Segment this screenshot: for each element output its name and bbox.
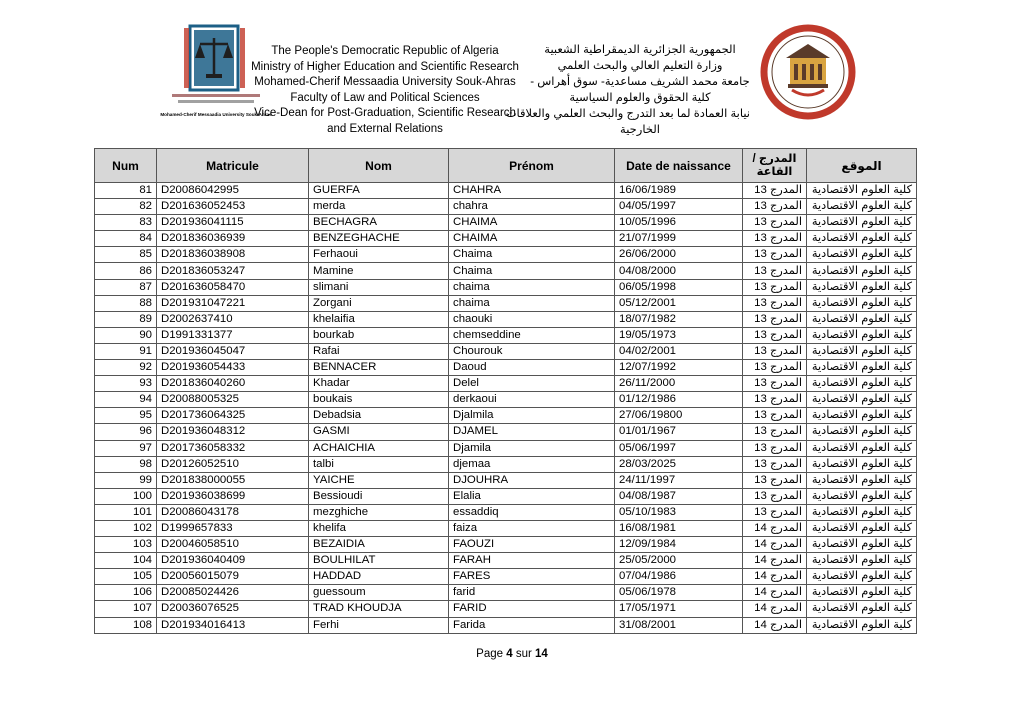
cell-amphi: المدرج 13 — [743, 424, 807, 440]
cell-date: 19/05/1973 — [615, 327, 743, 343]
cell-num: 90 — [95, 327, 157, 343]
cell-prenom: Chourouk — [449, 343, 615, 359]
cell-num: 99 — [95, 472, 157, 488]
cell-matricule: D201838000055 — [157, 472, 309, 488]
cell-amphi: المدرج 13 — [743, 183, 807, 199]
cell-num: 107 — [95, 601, 157, 617]
cell-num: 98 — [95, 456, 157, 472]
cell-date: 16/06/1989 — [615, 183, 743, 199]
cell-prenom: Djalmila — [449, 408, 615, 424]
cell-location: كلية العلوم الاقتصادية — [807, 504, 917, 520]
page-footer — [0, 648, 1024, 660]
cell-location: كلية العلوم الاقتصادية — [807, 183, 917, 199]
cell-num: 85 — [95, 247, 157, 263]
cell-location: كلية العلوم الاقتصادية — [807, 199, 917, 215]
table-row — [95, 472, 917, 488]
student-list-table — [94, 148, 917, 634]
university-emblem-icon — [760, 24, 856, 120]
cell-num: 102 — [95, 520, 157, 536]
cell-nom: BEZAIDIA — [309, 537, 449, 553]
table-row — [95, 424, 917, 440]
cell-matricule: D201636052453 — [157, 199, 309, 215]
table-row — [95, 601, 917, 617]
cell-amphi: المدرج 13 — [743, 376, 807, 392]
cell-amphi: المدرج 13 — [743, 360, 807, 376]
table-row — [95, 585, 917, 601]
cell-prenom: chaima — [449, 279, 615, 295]
cell-nom: Mamine — [309, 263, 449, 279]
cell-date: 12/09/1984 — [615, 537, 743, 553]
cell-amphi: المدرج 13 — [743, 311, 807, 327]
cell-nom: boukais — [309, 392, 449, 408]
cell-nom: Debadsia — [309, 408, 449, 424]
cell-matricule: D201936040409 — [157, 553, 309, 569]
cell-nom: merda — [309, 199, 449, 215]
cell-amphi: المدرج 13 — [743, 440, 807, 456]
cell-location: كلية العلوم الاقتصادية — [807, 617, 917, 633]
cell-prenom: CHAIMA — [449, 231, 615, 247]
header-ar-line: الجمهورية الجزائرية الديمقراطية الشعبية — [544, 44, 736, 56]
cell-matricule: D201936038699 — [157, 488, 309, 504]
cell-nom: BOULHILAT — [309, 553, 449, 569]
header-arabic — [505, 42, 750, 138]
cell-date: 04/08/2000 — [615, 263, 743, 279]
cell-location: كلية العلوم الاقتصادية — [807, 520, 917, 536]
cell-amphi: المدرج 13 — [743, 327, 807, 343]
cell-num: 81 — [95, 183, 157, 199]
table-row — [95, 360, 917, 376]
cell-nom: Bessioudi — [309, 488, 449, 504]
cell-date: 07/04/1986 — [615, 569, 743, 585]
cell-num: 86 — [95, 263, 157, 279]
cell-num: 91 — [95, 343, 157, 359]
header-fr-line: Faculty of Law and Political Sciences — [290, 91, 480, 104]
cell-date: 06/05/1998 — [615, 279, 743, 295]
cell-amphi: المدرج 14 — [743, 601, 807, 617]
cell-location: كلية العلوم الاقتصادية — [807, 601, 917, 617]
table-header-row — [95, 149, 917, 183]
cell-nom: Khadar — [309, 376, 449, 392]
cell-amphi: المدرج 13 — [743, 392, 807, 408]
cell-nom: Ferhaoui — [309, 247, 449, 263]
header-ar-line: كلية الحقوق والعلوم السياسية — [569, 92, 711, 104]
cell-nom: BECHAGRA — [309, 215, 449, 231]
cell-prenom: Chaima — [449, 263, 615, 279]
cell-amphi: المدرج 14 — [743, 617, 807, 633]
cell-nom: YAICHE — [309, 472, 449, 488]
cell-location: كلية العلوم الاقتصادية — [807, 424, 917, 440]
table-row — [95, 231, 917, 247]
cell-prenom: FARID — [449, 601, 615, 617]
cell-amphi: المدرج 13 — [743, 279, 807, 295]
col-header-matricule: Matricule — [157, 149, 309, 183]
cell-date: 26/11/2000 — [615, 376, 743, 392]
cell-num: 97 — [95, 440, 157, 456]
header-fr-line: and External Relations — [327, 122, 443, 135]
cell-num: 108 — [95, 617, 157, 633]
cell-date: 05/06/1978 — [615, 585, 743, 601]
cell-num: 89 — [95, 311, 157, 327]
cell-amphi: المدرج 14 — [743, 520, 807, 536]
header-ar-line: وزارة التعليم العالي والبحث العلمي — [557, 60, 723, 72]
cell-nom: HADDAD — [309, 569, 449, 585]
cell-prenom: derkaoui — [449, 392, 615, 408]
table-row — [95, 343, 917, 359]
cell-num: 103 — [95, 537, 157, 553]
cell-nom: GUERFA — [309, 183, 449, 199]
total-pages-number: 14 — [535, 648, 548, 660]
cell-prenom: chaima — [449, 295, 615, 311]
cell-prenom: DJOUHRA — [449, 472, 615, 488]
cell-num: 106 — [95, 585, 157, 601]
cell-nom: khelaifia — [309, 311, 449, 327]
header-fr-line: Mohamed-Cherif Messaadia University Souk-Ahras — [254, 76, 516, 89]
table-row — [95, 376, 917, 392]
cell-nom: khelifa — [309, 520, 449, 536]
cell-date: 17/05/1971 — [615, 601, 743, 617]
cell-matricule: D1991331377 — [157, 327, 309, 343]
university-logo — [760, 24, 856, 120]
header-fr-line: Vice-Dean for Post-Graduation, Scientific Research — [254, 107, 516, 120]
col-header-date: Date de naissance — [615, 149, 743, 183]
cell-date: 18/07/1982 — [615, 311, 743, 327]
cell-nom: bourkab — [309, 327, 449, 343]
cell-location: كلية العلوم الاقتصادية — [807, 295, 917, 311]
col-header-prenom: Prénom — [449, 149, 615, 183]
cell-location: كلية العلوم الاقتصادية — [807, 472, 917, 488]
cell-matricule: D201836038908 — [157, 247, 309, 263]
cell-prenom: FAOUZI — [449, 537, 615, 553]
cell-prenom: Daoud — [449, 360, 615, 376]
cell-prenom: Chaima — [449, 247, 615, 263]
cell-location: كلية العلوم الاقتصادية — [807, 311, 917, 327]
cell-matricule: D201836053247 — [157, 263, 309, 279]
cell-num: 88 — [95, 295, 157, 311]
cell-amphi: المدرج 13 — [743, 472, 807, 488]
cell-nom: BENZEGHACHE — [309, 231, 449, 247]
cell-location: كلية العلوم الاقتصادية — [807, 553, 917, 569]
cell-nom: Ferhi — [309, 617, 449, 633]
cell-nom: BENNACER — [309, 360, 449, 376]
cell-location: كلية العلوم الاقتصادية — [807, 215, 917, 231]
cell-prenom: CHAHRA — [449, 183, 615, 199]
col-header-num: Num — [95, 149, 157, 183]
cell-matricule: D20088005325 — [157, 392, 309, 408]
table-row — [95, 295, 917, 311]
cell-amphi: المدرج 14 — [743, 537, 807, 553]
logo-caption: Mohamed-Cherif Messaadia University Souk-Ahras — [160, 112, 272, 117]
cell-num: 87 — [95, 279, 157, 295]
header-french — [250, 44, 520, 138]
cell-matricule: D20085024426 — [157, 585, 309, 601]
cell-date: 05/06/1997 — [615, 440, 743, 456]
cell-prenom: FARAH — [449, 553, 615, 569]
cell-location: كلية العلوم الاقتصادية — [807, 408, 917, 424]
cell-amphi: المدرج 13 — [743, 408, 807, 424]
cell-matricule: D201836040260 — [157, 376, 309, 392]
table-body — [95, 183, 917, 634]
cell-date: 10/05/1996 — [615, 215, 743, 231]
cell-matricule: D201836036939 — [157, 231, 309, 247]
cell-amphi: المدرج 14 — [743, 585, 807, 601]
cell-nom: TRAD KHOUDJA — [309, 601, 449, 617]
cell-nom: slimani — [309, 279, 449, 295]
cell-matricule: D201936045047 — [157, 343, 309, 359]
cell-date: 21/07/1999 — [615, 231, 743, 247]
cell-num: 93 — [95, 376, 157, 392]
cell-nom: mezghiche — [309, 504, 449, 520]
cell-location: كلية العلوم الاقتصادية — [807, 376, 917, 392]
cell-prenom: Delel — [449, 376, 615, 392]
col-header-amphi — [743, 149, 807, 183]
cell-nom: talbi — [309, 456, 449, 472]
cell-location: كلية العلوم الاقتصادية — [807, 327, 917, 343]
cell-date: 28/03/2025 — [615, 456, 743, 472]
header-fr-line: Ministry of Higher Education and Scientific Research — [251, 60, 519, 73]
cell-amphi: المدرج 13 — [743, 488, 807, 504]
cell-num: 96 — [95, 424, 157, 440]
cell-date: 27/06/19800 — [615, 408, 743, 424]
cell-amphi: المدرج 13 — [743, 295, 807, 311]
cell-prenom: farid — [449, 585, 615, 601]
table-row — [95, 327, 917, 343]
page-of-label: sur — [515, 648, 532, 660]
table-row — [95, 569, 917, 585]
cell-num: 101 — [95, 504, 157, 520]
cell-amphi: المدرج 13 — [743, 456, 807, 472]
header-ar-line: جامعة محمد الشريف مساعدية- سوق أهراس - — [530, 76, 750, 88]
cell-matricule: D201736064325 — [157, 408, 309, 424]
cell-location: كلية العلوم الاقتصادية — [807, 537, 917, 553]
cell-location: كلية العلوم الاقتصادية — [807, 360, 917, 376]
cell-num: 84 — [95, 231, 157, 247]
cell-date: 16/08/1981 — [615, 520, 743, 536]
table-row — [95, 311, 917, 327]
table-row — [95, 408, 917, 424]
cell-prenom: essaddiq — [449, 504, 615, 520]
cell-matricule: D20056015079 — [157, 569, 309, 585]
table-row — [95, 247, 917, 263]
cell-location: كلية العلوم الاقتصادية — [807, 343, 917, 359]
cell-matricule: D20086043178 — [157, 504, 309, 520]
table-row — [95, 199, 917, 215]
cell-location: كلية العلوم الاقتصادية — [807, 488, 917, 504]
cell-prenom: faiza — [449, 520, 615, 536]
table-row — [95, 617, 917, 633]
cell-matricule: D201936048312 — [157, 424, 309, 440]
current-page-number: 4 — [506, 648, 513, 660]
col-header-amphi-line2: القاعة — [756, 165, 793, 178]
table-row — [95, 215, 917, 231]
cell-matricule: D201936054433 — [157, 360, 309, 376]
cell-nom: ACHAICHIA — [309, 440, 449, 456]
cell-location: كلية العلوم الاقتصادية — [807, 440, 917, 456]
cell-matricule: D20046058510 — [157, 537, 309, 553]
cell-date: 01/01/1967 — [615, 424, 743, 440]
cell-date: 05/10/1983 — [615, 504, 743, 520]
cell-matricule: D20086042995 — [157, 183, 309, 199]
cell-prenom: Farida — [449, 617, 615, 633]
cell-matricule: D1999657833 — [157, 520, 309, 536]
cell-amphi: المدرج 14 — [743, 553, 807, 569]
cell-matricule: D201931047221 — [157, 295, 309, 311]
header-ar-line: نيابة العمادة لما بعد التدرج والبحث العلمي والعلاقات — [505, 108, 750, 120]
cell-prenom: DJAMEL — [449, 424, 615, 440]
cell-prenom: chahra — [449, 199, 615, 215]
cell-amphi: المدرج 13 — [743, 215, 807, 231]
cell-date: 04/05/1997 — [615, 199, 743, 215]
cell-matricule: D201636058470 — [157, 279, 309, 295]
cell-prenom: Elalia — [449, 488, 615, 504]
cell-num: 92 — [95, 360, 157, 376]
table-row — [95, 488, 917, 504]
cell-num: 83 — [95, 215, 157, 231]
cell-amphi: المدرج 13 — [743, 504, 807, 520]
cell-date: 25/05/2000 — [615, 553, 743, 569]
cell-date: 04/08/1987 — [615, 488, 743, 504]
cell-location: كلية العلوم الاقتصادية — [807, 456, 917, 472]
col-header-amphi-line1: المدرج / — [752, 152, 797, 165]
cell-prenom: Djamila — [449, 440, 615, 456]
cell-date: 24/11/1997 — [615, 472, 743, 488]
cell-matricule: D201934016413 — [157, 617, 309, 633]
col-header-location: الموقع — [807, 149, 917, 183]
col-header-nom: Nom — [309, 149, 449, 183]
cell-matricule: D201936041115 — [157, 215, 309, 231]
cell-location: كلية العلوم الاقتصادية — [807, 247, 917, 263]
cell-date: 31/08/2001 — [615, 617, 743, 633]
table-row — [95, 183, 917, 199]
cell-num: 100 — [95, 488, 157, 504]
cell-matricule: D201736058332 — [157, 440, 309, 456]
cell-location: كلية العلوم الاقتصادية — [807, 231, 917, 247]
cell-prenom: CHAIMA — [449, 215, 615, 231]
table-row — [95, 440, 917, 456]
cell-date: 26/06/2000 — [615, 247, 743, 263]
cell-location: كلية العلوم الاقتصادية — [807, 263, 917, 279]
cell-location: كلية العلوم الاقتصادية — [807, 392, 917, 408]
cell-nom: Zorgani — [309, 295, 449, 311]
cell-nom: guessoum — [309, 585, 449, 601]
table-row — [95, 263, 917, 279]
cell-amphi: المدرج 13 — [743, 231, 807, 247]
table-row — [95, 537, 917, 553]
table-row — [95, 456, 917, 472]
cell-nom: Rafai — [309, 343, 449, 359]
cell-date: 05/12/2001 — [615, 295, 743, 311]
table-row — [95, 279, 917, 295]
cell-amphi: المدرج 13 — [743, 199, 807, 215]
cell-location: كلية العلوم الاقتصادية — [807, 569, 917, 585]
cell-amphi: المدرج 14 — [743, 569, 807, 585]
table-row — [95, 504, 917, 520]
cell-date: 12/07/1992 — [615, 360, 743, 376]
cell-location: كلية العلوم الاقتصادية — [807, 279, 917, 295]
table-row — [95, 520, 917, 536]
cell-date: 04/02/2001 — [615, 343, 743, 359]
cell-nom: GASMI — [309, 424, 449, 440]
cell-prenom: chaouki — [449, 311, 615, 327]
cell-prenom: djemaa — [449, 456, 615, 472]
table-row — [95, 392, 917, 408]
cell-num: 95 — [95, 408, 157, 424]
cell-matricule: D2002637410 — [157, 311, 309, 327]
cell-prenom: FARES — [449, 569, 615, 585]
cell-num: 105 — [95, 569, 157, 585]
header-fr-line: The People's Democratic Republic of Algeria — [271, 45, 499, 57]
cell-amphi: المدرج 13 — [743, 343, 807, 359]
cell-amphi: المدرج 13 — [743, 247, 807, 263]
cell-prenom: chemseddine — [449, 327, 615, 343]
header-ar-line: الخارجية — [620, 124, 660, 136]
page-label: Page — [476, 648, 504, 660]
cell-num: 94 — [95, 392, 157, 408]
cell-matricule: D20126052510 — [157, 456, 309, 472]
cell-num: 82 — [95, 199, 157, 215]
table-row — [95, 553, 917, 569]
cell-date: 01/12/1986 — [615, 392, 743, 408]
cell-location: كلية العلوم الاقتصادية — [807, 585, 917, 601]
cell-amphi: المدرج 13 — [743, 263, 807, 279]
cell-matricule: D20036076525 — [157, 601, 309, 617]
cell-num: 104 — [95, 553, 157, 569]
